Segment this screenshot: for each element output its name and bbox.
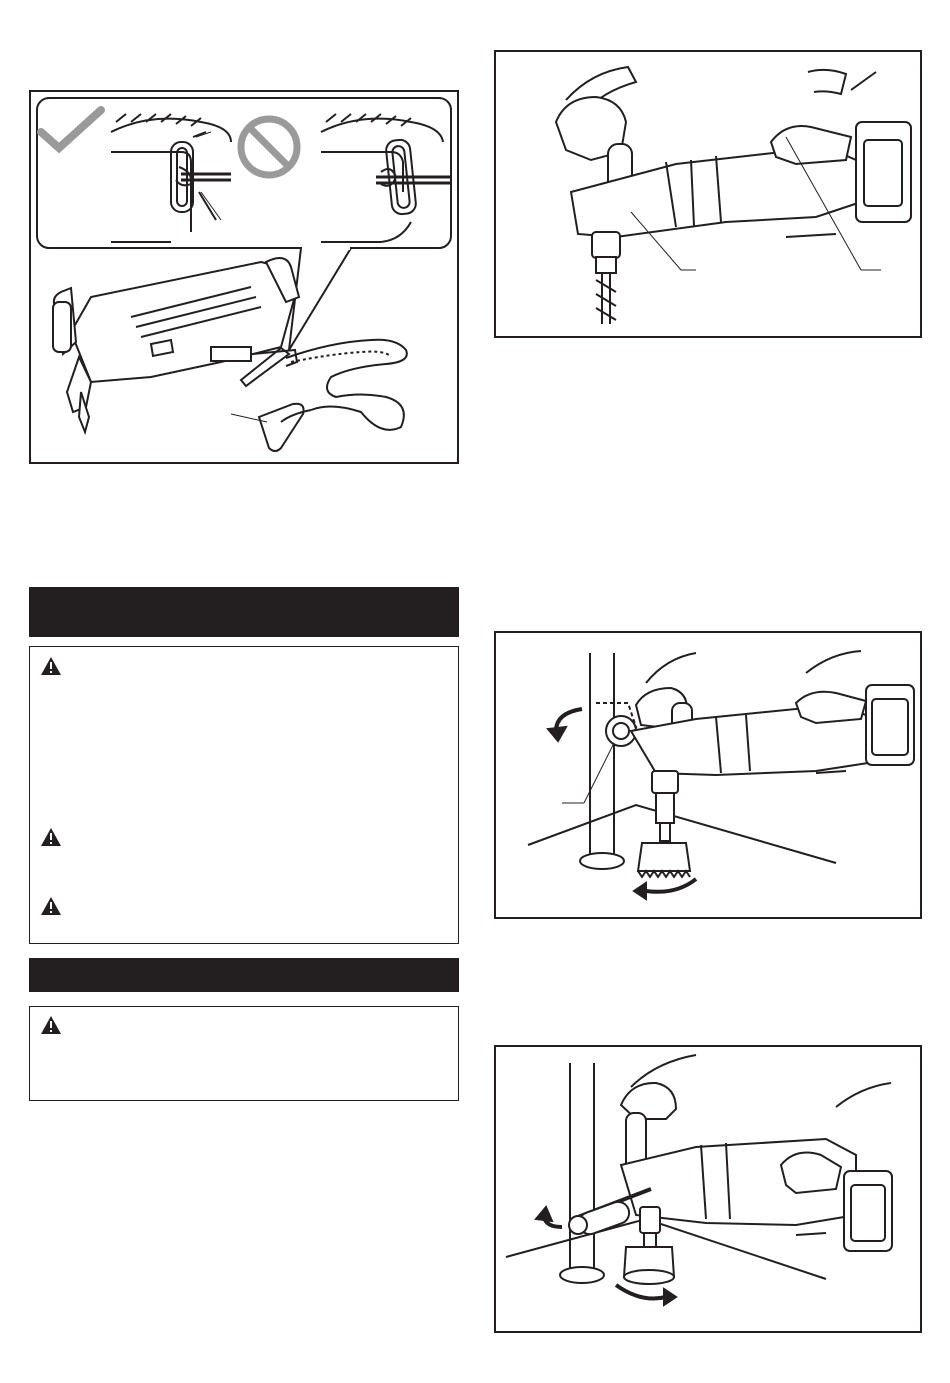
drilling-illustration	[496, 52, 920, 336]
figure-pipe-reaction-side-grip	[494, 1045, 922, 1333]
warning-triangle-icon	[40, 896, 62, 916]
maintenance-section-heading-band	[29, 958, 459, 992]
lanyard-illustration	[31, 92, 457, 462]
figure-pipe-reaction-bar	[494, 631, 922, 919]
figure-drilling-grip	[494, 50, 922, 338]
operation-section-heading-band	[29, 587, 459, 637]
pipe-bar-illustration	[496, 633, 920, 917]
figure-lanyard-attachment	[29, 90, 459, 464]
warning-triangle-icon	[40, 656, 62, 676]
warning-triangle-icon	[40, 827, 62, 847]
safety-lanyard	[241, 340, 407, 451]
carabiner-icon	[259, 404, 304, 451]
angle-drill-illustration	[53, 258, 299, 432]
operation-warning-box	[29, 646, 459, 944]
maintenance-warning-box	[29, 1006, 459, 1101]
pipe-grip-illustration	[496, 1047, 920, 1331]
warning-triangle-icon	[40, 1015, 62, 1035]
